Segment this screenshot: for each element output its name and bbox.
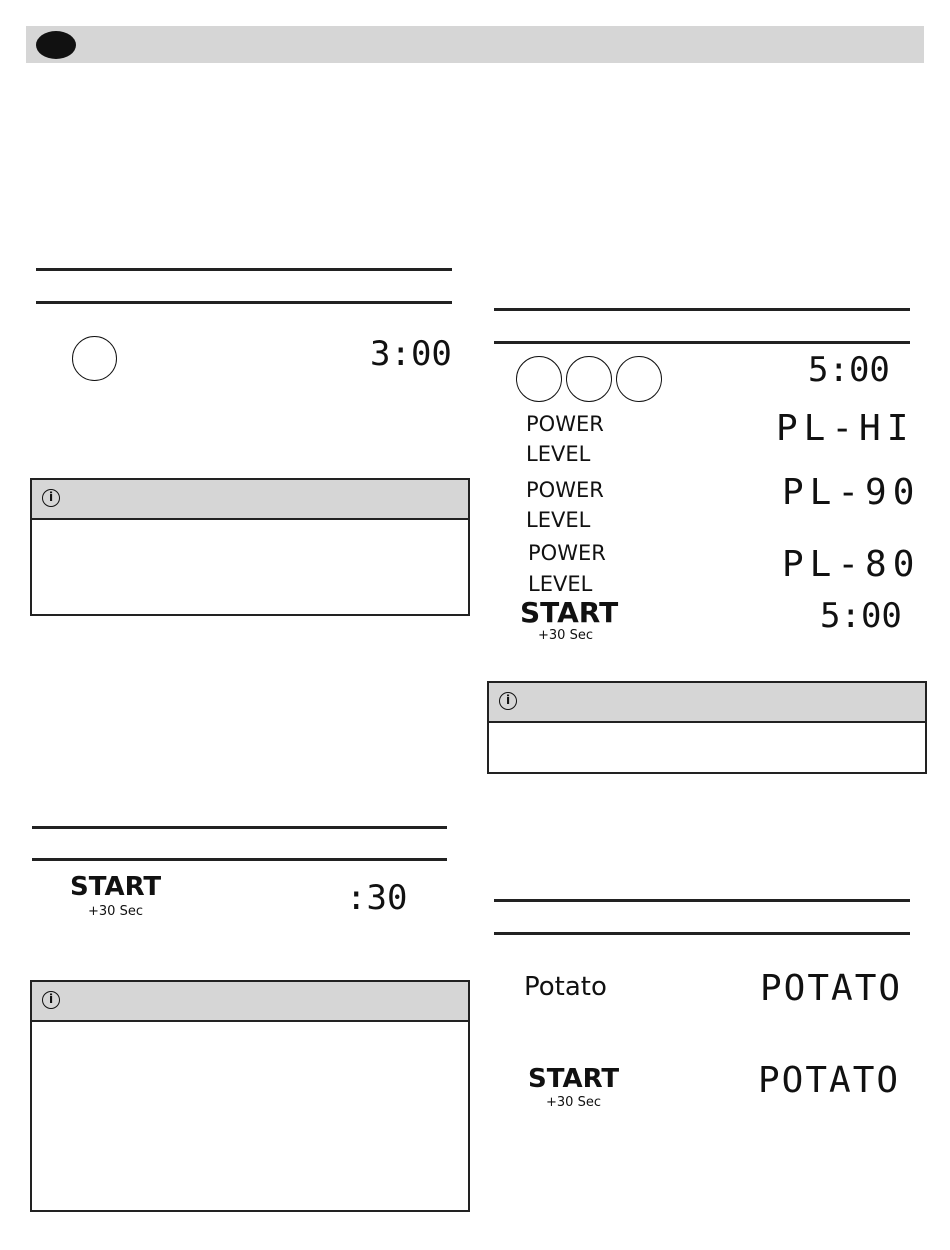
note-header (489, 683, 925, 723)
time-display: 5:00 (808, 350, 890, 390)
potato-display: POTATO (758, 1060, 901, 1101)
power-level-label-line2[interactable]: LEVEL (526, 442, 591, 466)
power-level-display: PL-80 (782, 544, 921, 585)
section-rule-bottom (494, 341, 910, 344)
note-box (30, 478, 470, 616)
keypad-button[interactable] (72, 336, 117, 381)
quick-start-display: :30 (346, 878, 408, 918)
section-rule-top (32, 826, 447, 829)
start-button-sublabel: +30 Sec (538, 628, 593, 643)
power-level-label-line1[interactable]: POWER (528, 541, 606, 565)
time-display: 5:00 (820, 596, 902, 636)
start-button-sublabel: +30 Sec (88, 904, 143, 919)
power-level-label-line2: LEVEL (528, 572, 593, 596)
keypad-button[interactable] (516, 356, 562, 402)
section-rule-top (494, 308, 910, 311)
note-header (32, 480, 468, 520)
potato-display: POTATO (760, 968, 903, 1009)
start-button-label[interactable]: START (70, 872, 162, 902)
power-level-label-line2: LEVEL (526, 508, 591, 532)
note-box (30, 980, 470, 1212)
keypad-button[interactable] (566, 356, 612, 402)
section-rule-top (494, 899, 910, 902)
power-level-label-line1[interactable]: POWER (526, 478, 604, 502)
note-header (32, 982, 468, 1022)
section-rule-bottom (32, 858, 447, 861)
power-level-display: PL-HI (776, 408, 915, 449)
timer-display: 3:00 (370, 334, 452, 374)
info-icon: i (42, 991, 60, 1009)
start-button-label[interactable]: START (528, 1064, 620, 1094)
info-icon: i (42, 489, 60, 507)
section-rule-top (36, 268, 452, 271)
power-level-label-line1[interactable]: POWER (526, 412, 604, 436)
section-rule-bottom (36, 301, 452, 304)
note-box (487, 681, 927, 774)
power-level-display: PL-90 (782, 472, 921, 513)
start-button-sublabel: +30 Sec (546, 1095, 601, 1110)
section-marker-dot (36, 31, 76, 59)
start-button-label[interactable]: START (520, 596, 619, 629)
potato-button-label[interactable]: Potato (524, 972, 607, 1002)
header-bar (26, 26, 924, 63)
keypad-button[interactable] (616, 356, 662, 402)
section-rule-bottom (494, 932, 910, 935)
info-icon: i (499, 692, 517, 710)
